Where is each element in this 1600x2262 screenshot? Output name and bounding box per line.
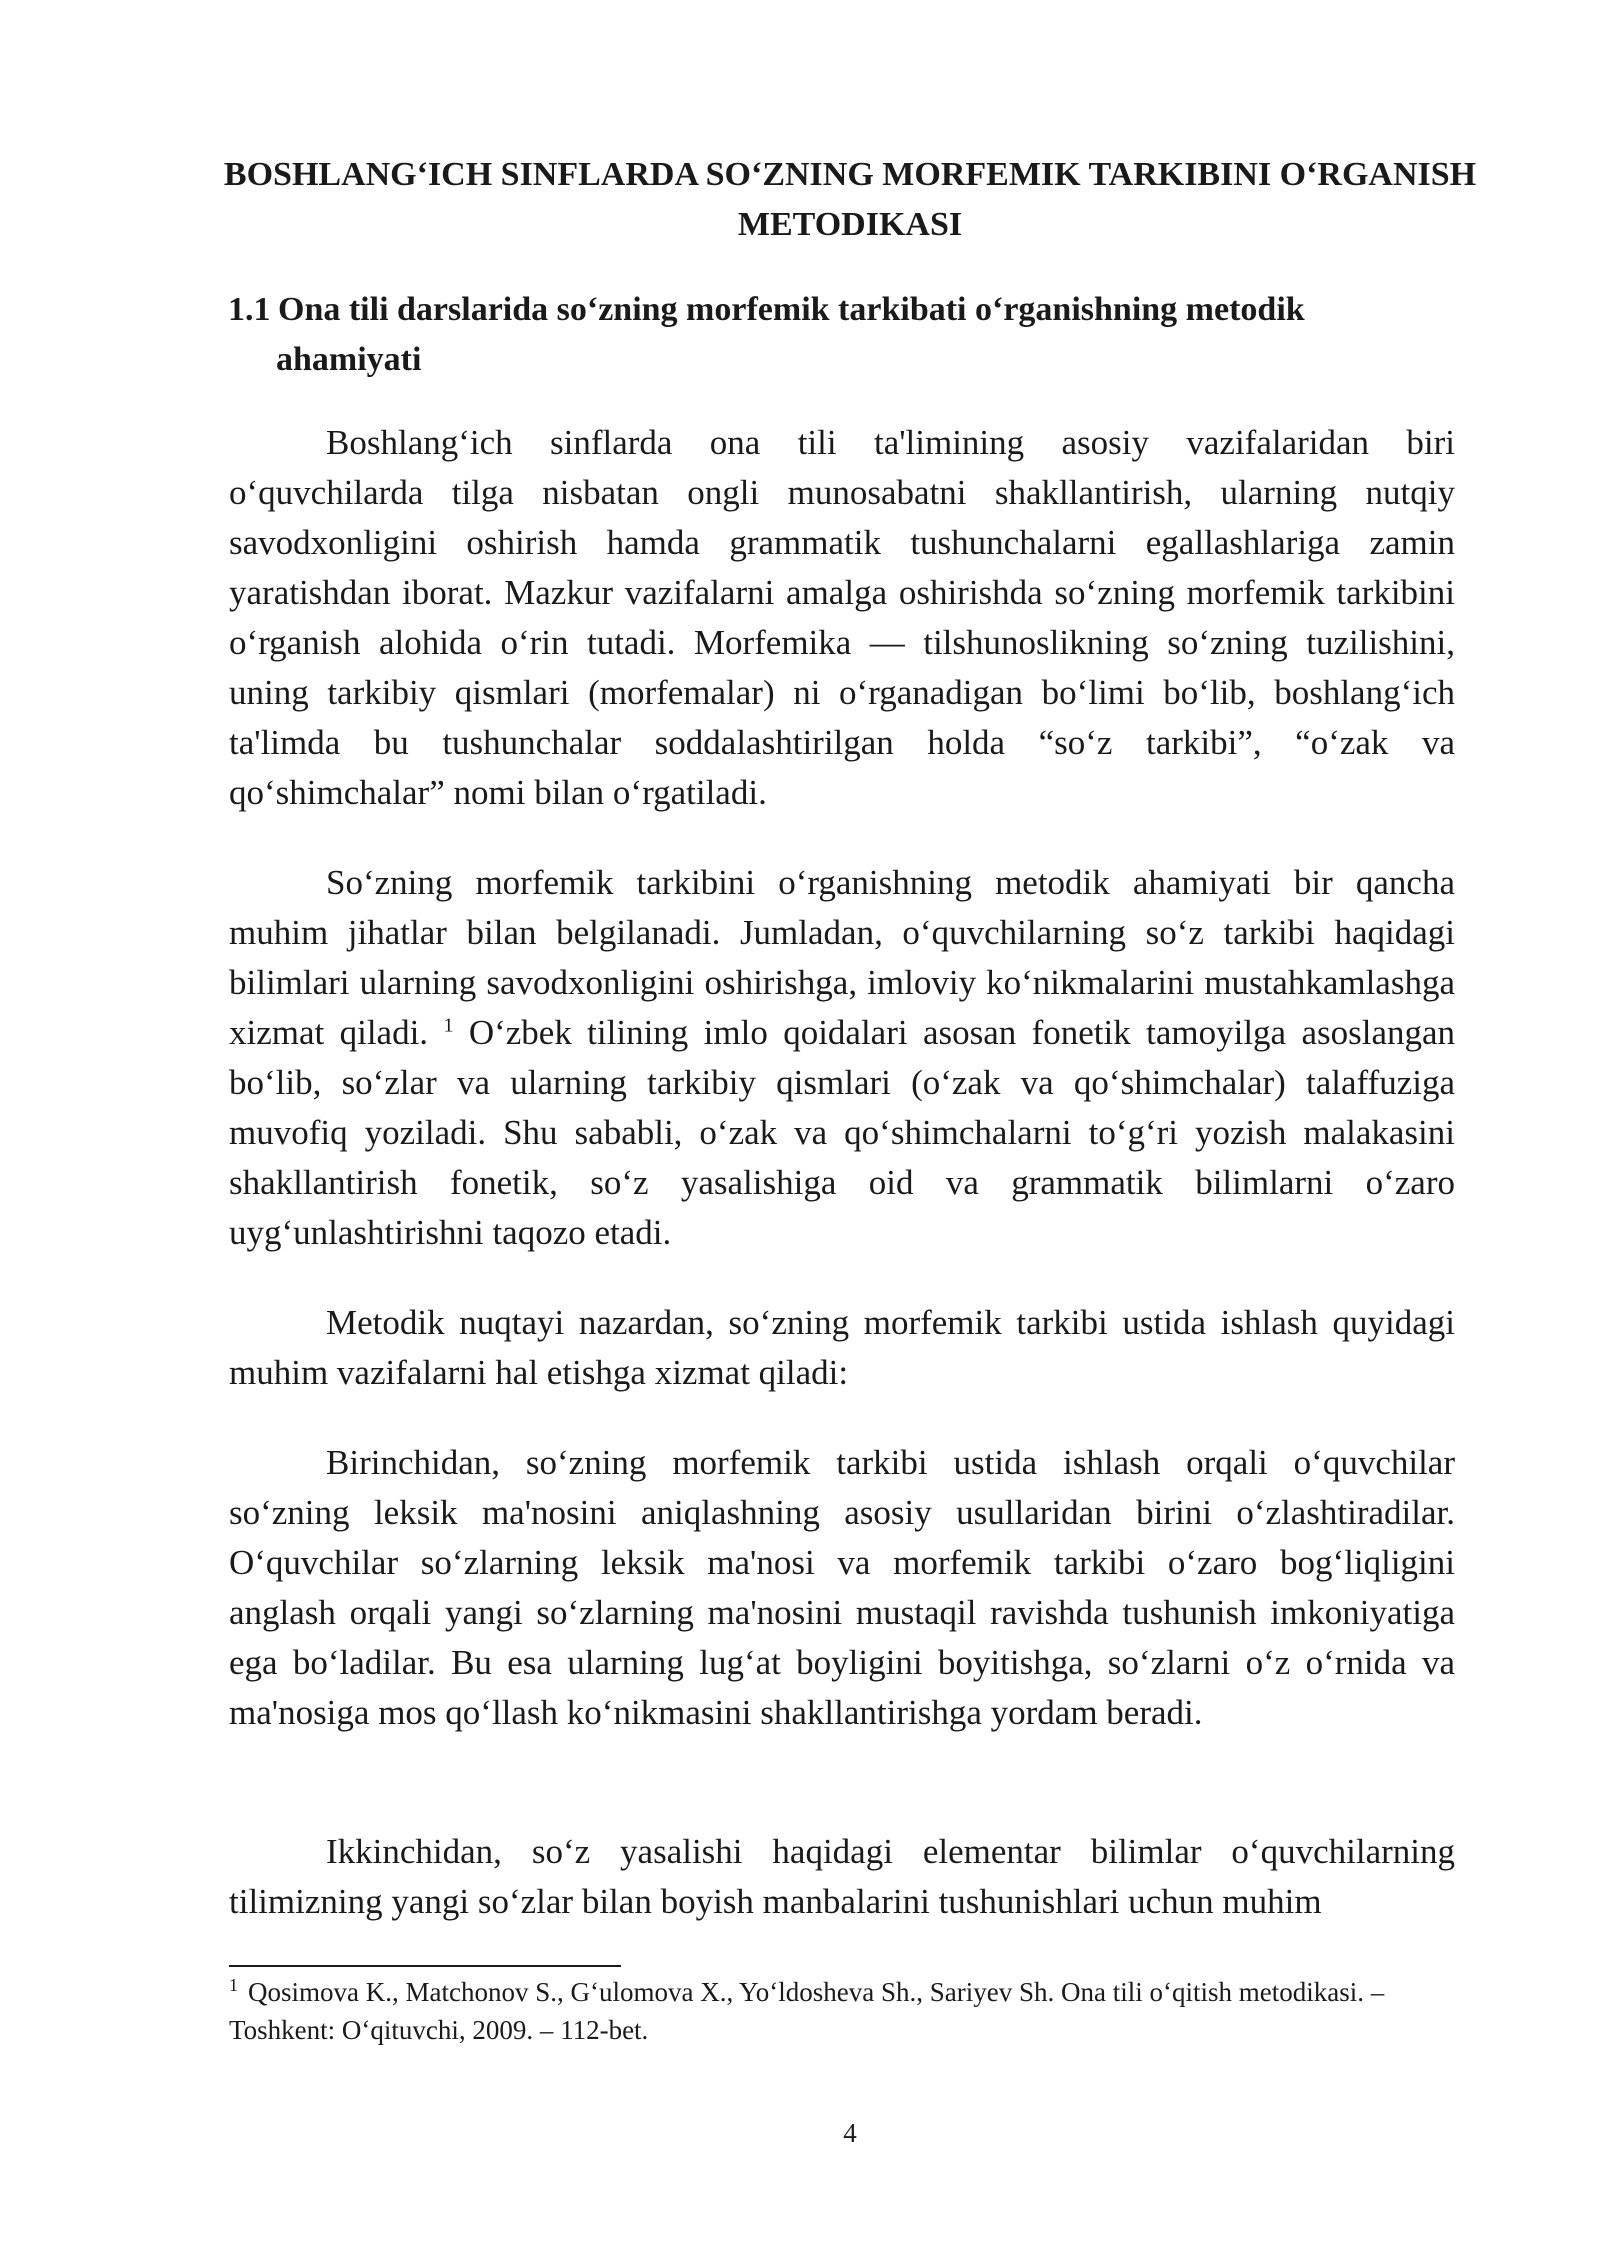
footnote [229, 1973, 1455, 2049]
section-title-line2: ahamiyati [276, 341, 422, 378]
footnote-separator [229, 1965, 621, 1967]
footnote-reference[interactable]: 1 [443, 1014, 454, 1037]
section-title-line1: Ona tili darslarida so‘zning morfemik tarkibati o‘rganishning metodik [278, 291, 1305, 328]
footnote-text: Qosimova K., Matchonov S., G‘ulomova X., Yo‘ldosheva Sh., Sariyev Sh. Ona tili o‘qitish metodikasi. – Toshkent: O‘qituvchi, 2009. – 112-bet. [229, 1977, 1385, 2045]
footnote-mark: 1 [229, 1975, 238, 1995]
body-paragraph: Ikkinchidan, so‘z yasalishi haqidagi elementar bilimlar o‘quvchilarning tilimizning yangi so‘zlar bilan boyish manbalarini tushunishlari uchun muhim [229, 1832, 1455, 1921]
body-paragraph: Metodik nuqtayi nazardan, so‘zning morfemik tarkibi ustida ishlash quyidagi muhim vazifalarni hal etishga xizmat qiladi: [229, 1303, 1455, 1392]
page-number: 4 [843, 2118, 857, 2148]
paragraph-text: So‘zning morfemik tarkibini o‘rganishning metodik ahamiyati bir qancha muhim jihatlar bilan belgilanadi. Jumladan, o‘quvchilarning so‘z tarkibi haqidagi bilimlari ularning savodxonligini oshirishga, imloviy ko‘nikmalarini mustahkamlashga xizmat qiladi. [229, 863, 1455, 1052]
body-paragraph: Boshlang‘ich sinflarda ona tili ta'limining asosiy vazifalaridan biri o‘quvchilarda tilga nisbatan ongli munosabatni shakllantirish, ularning nutqiy savodxonligini oshirish hamda grammatik tushunchalarni egallashlariga zamin yaratishdan iborat. Mazkur vazifalarni amalga oshirishda so‘zning morfemik tarkibini o‘rganish alohida o‘rin tutadi. Morfemika — tilshunoslikning so‘zning tuzilishini, uning tarkibiy qismlari (morfemalar) ni o‘rganadigan bo‘limi bo‘lib, boshlang‘ich ta'limda bu tushunchalar soddalashtirilgan holda “so‘z tarkibi”, “o‘zak va qo‘shimchalar” nomi bilan o‘rgatiladi. [229, 423, 1455, 812]
section-heading [228, 285, 1458, 385]
section-number: 1.1 [228, 291, 271, 328]
document-title: BOSHLANG‘ICH SINFLARDA SO‘ZNING MORFEMIK TARKIBINI O‘RGANISH METODIKASI [223, 156, 1477, 243]
paragraph-text: O‘zbek tilining imlo qoidalari asosan fonetik tamoyilga asoslangan bo‘lib, so‘zlar va ularning tarkibiy qismlari (o‘zak va qo‘shimchalar) talaffuziga muvofiq yoziladi. Shu sababli, o‘zak va qo‘shimchalarni to‘g‘ri yozish malakasini shakllantirish fonetik, so‘z yasalishiga oid va grammatik bilimlarni o‘zaro uyg‘unlashtirishni taqozo etadi. [229, 1013, 1456, 1252]
body-paragraph: Birinchidan, so‘zning morfemik tarkibi ustida ishlash orqali o‘quvchilar so‘zning leksik ma'nosini aniqlashning asosiy usullaridan birini o‘zlashtiradilar. O‘quvchilar so‘zlarning leksik ma'nosi va morfemik tarkibi o‘zaro bog‘liqligini anglash orqali yangi so‘zlarning ma'nosini mustaqil ravishda tushunish imkoniyatiga ega bo‘ladilar. Bu esa ularning lug‘at boyligini boyitishga, so‘zlarni o‘z o‘rnida va ma'nosiga mos qo‘llash ko‘nikmasini shakllantirishga yordam beradi. [229, 1443, 1455, 1732]
body-paragraph [229, 858, 1455, 1258]
